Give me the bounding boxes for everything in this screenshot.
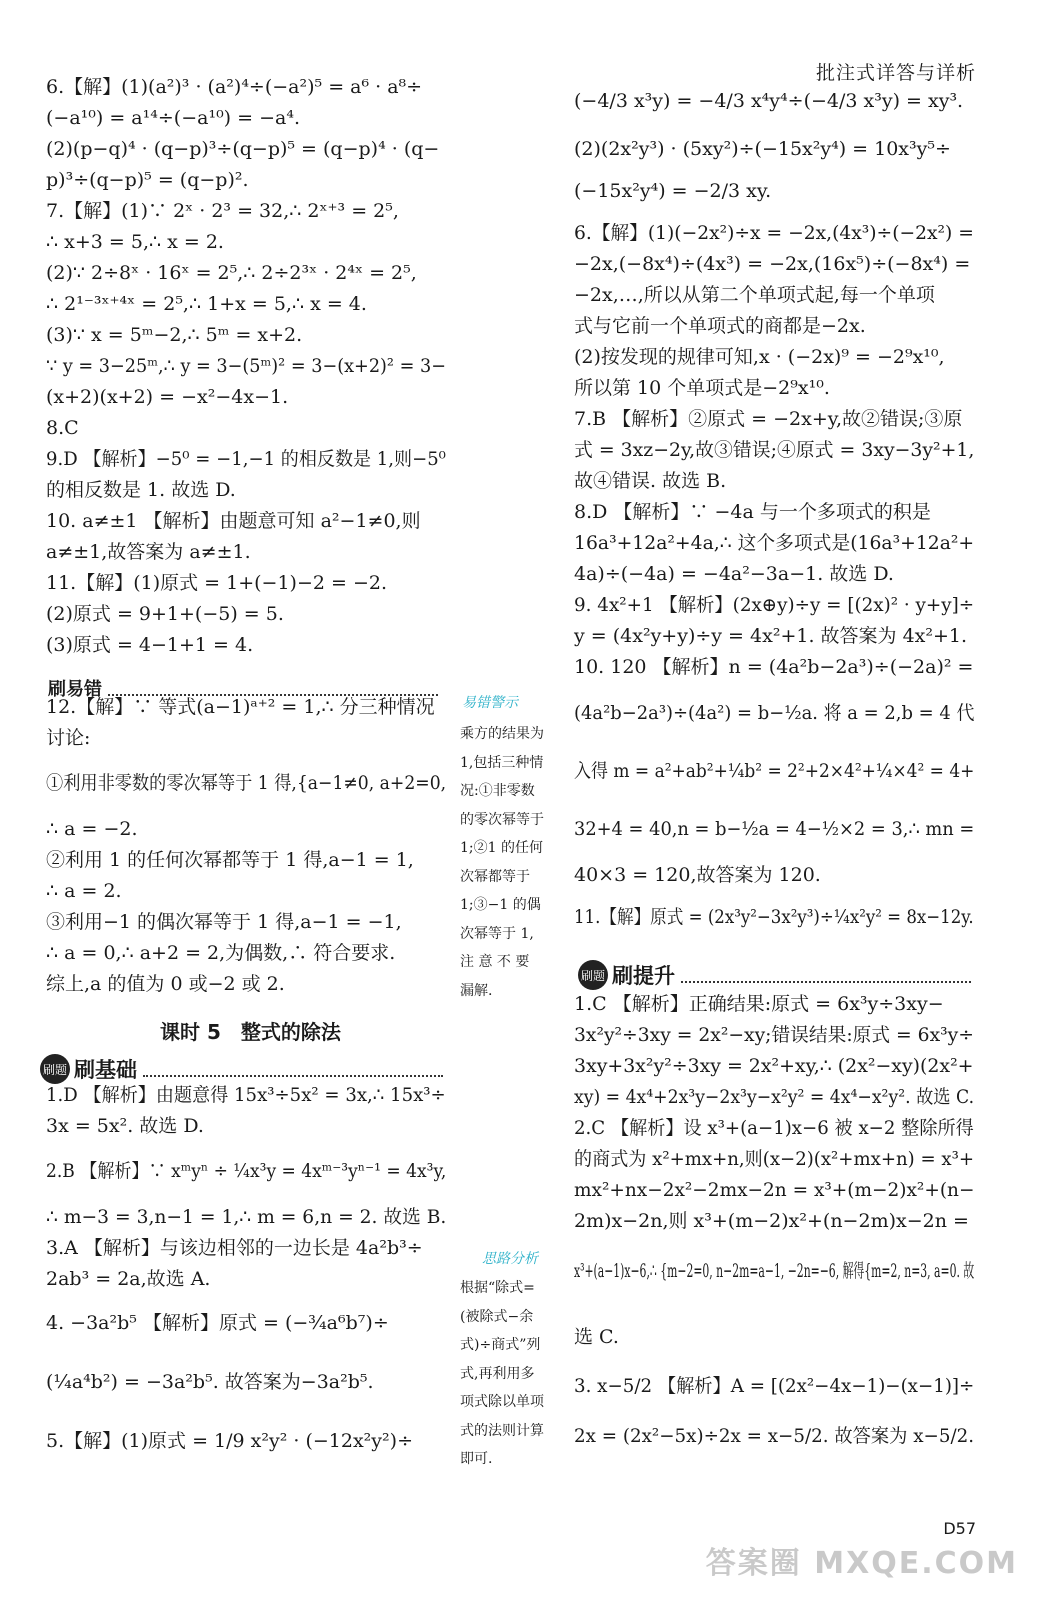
text-line: 1.D 【解析】由题意得 15x³÷5x² = 3x,∴ 15x³÷ [46, 1084, 446, 1106]
side-note-line: 漏解. [460, 982, 493, 999]
text-line: x³+(a−1)x−6,∴ {m−2=0, n−2m=a−1, −2n=−6, 解得{m=2, n=3, a=0. 故 [574, 1260, 975, 1282]
page-header-title: 批注式详答与详析 [815, 62, 976, 84]
text-line: ③利用−1 的偶次幂等于 1 得,a−1 = −1, [46, 911, 402, 933]
badge-icon: 刷题 [40, 1054, 70, 1084]
text-line: (x+2)(x+2) = −x²−4x−1. [46, 386, 289, 408]
dotted-divider [681, 967, 971, 983]
text-line: 4. −3a²b⁵ 【解析】原式 = (−¾a⁶b⁷)÷ [46, 1312, 389, 1334]
text-line: 2x = (2x²−5x)÷2x = x−5/2. 故答案为 x−5/2. [574, 1425, 975, 1447]
text-line: 2m)x−2n,则 x³+(m−2)x²+(n−2m)x−2n = [574, 1210, 969, 1232]
side-note-2-title: 思路分析 [482, 1251, 538, 1267]
section-basic-label: 刷基础 [74, 1058, 137, 1082]
text-line: 11.【解】(1)原式 = 1+(−1)−2 = −2. [46, 572, 388, 594]
text-line: ∴ x+3 = 5,∴ x = 2. [46, 231, 224, 253]
text-line: 入得 m = a²+ab²+¼b² = 2²+2×4²+¼×4² = 4+ [574, 760, 975, 782]
text-line: y = (4x²y+y)÷y = 4x²+1. 故答案为 4x²+1. [574, 625, 968, 647]
text-line: 3x²y²÷3xy = 2x²−xy;错误结果:原式 = 6x³y÷ [574, 1024, 974, 1046]
section-basic [40, 1054, 443, 1084]
text-line: 3xy+3x²y²÷3xy = 2x²+xy,∴ (2x²−xy)(2x²+ [574, 1055, 974, 1077]
section-advanced-label: 刷提升 [612, 964, 675, 988]
text-line: 综上,a 的值为 0 或−2 或 2. [46, 973, 285, 995]
watermark: 答案圈 MXQE.COM [705, 1546, 1018, 1581]
text-line: 6.【解】(1)(−2x²)÷x = −2x,(4x³)÷(−2x²) = [574, 222, 974, 244]
text-line: ①利用非零数的零次幂等于 1 得,{a−1≠0, a+2=0, [46, 772, 447, 794]
side-note-2 [460, 1274, 544, 1474]
text-line: (¼a⁴b²) = −3a²b⁵. 故答案为−3a²b⁵. [46, 1371, 374, 1393]
side-note-line: 即可. [460, 1451, 493, 1467]
text-line: (−15x²y⁴) = −2/3 xy. [574, 180, 772, 202]
text-line: 3. x−5/2 【解析】A = [(2x²−4x−1)−(x−1)]÷ [574, 1375, 975, 1397]
side-note-1-title: 易错警示 [462, 695, 518, 711]
text-line: 8.D 【解析】∵ −4a 与一个多项式的积是 [574, 501, 931, 523]
text-line: 式与它前一个单项式的商都是−2x. [574, 315, 866, 337]
text-line: 9.D 【解析】−5⁰ = −1,−1 的相反数是 1,则−5⁰ [46, 448, 446, 470]
text-line: −2x,…,所以从第二个单项式起,每一个单项 [574, 284, 935, 306]
section-mistakes [48, 675, 438, 701]
side-note-line: 的零次幂等于 [460, 811, 544, 828]
badge-icon: 刷题 [578, 960, 608, 990]
side-note-line: 1;②1 的任何 [460, 840, 543, 856]
text-line: 故④错误. 故选 B. [574, 470, 727, 492]
text-line: 8.C [46, 417, 79, 439]
dotted-divider [143, 1061, 443, 1077]
side-note-line: 1,包括三种情 [460, 754, 544, 771]
text-line: 的相反数是 1. 故选 D. [46, 479, 236, 501]
dotted-divider [108, 684, 438, 696]
text-line: 的商式为 x²+mx+n,则(x−2)(x²+mx+n) = x³+ [574, 1148, 974, 1170]
text-line: 7.B 【解析】②原式 = −2x+y,故②错误;③原 [574, 408, 963, 430]
text-line: 5.【解】(1)原式 = 1/9 x²y² · (−12x²y²)÷ [46, 1430, 413, 1452]
text-line: ∴ 2¹⁻³ˣ⁺⁴ˣ = 2⁵,∴ 1+x = 5,∴ x = 4. [46, 293, 367, 315]
text-line: 式 = 3xz−2y,故③错误;④原式 = 3xy−3y²+1, [574, 439, 975, 461]
side-note-line: 次幂等于 1, [460, 925, 534, 942]
side-note-line: 况:①非零数 [460, 783, 535, 799]
text-line: 讨论: [46, 727, 91, 749]
side-note-line: 式,再利用多 [460, 1365, 535, 1382]
text-line: mx²+nx−2x²−2mx−2n = x³+(m−2)x²+(n− [574, 1179, 975, 1201]
text-line: ②利用 1 的任何次幂都等于 1 得,a−1 = 1, [46, 849, 414, 871]
text-line: 2ab³ = 2a,故选 A. [46, 1268, 211, 1290]
text-line: (4a²b−2a³)÷(4a²) = b−½a. 将 a = 2,b = 4 代 [574, 702, 975, 724]
text-line: (2)(p−q)⁴ · (q−p)³÷(q−p)⁵ = (q−p)⁴ · (q− [46, 138, 440, 160]
text-line: (2)∵ 2÷8ˣ · 16ˣ = 2⁵,∴ 2÷2³ˣ · 2⁴ˣ = 2⁵, [46, 262, 417, 284]
text-line: −2x,(−8x⁴)÷(4x³) = −2x,(16x⁵)÷(−8x⁴) = [574, 253, 971, 275]
text-line: 10. 120 【解析】n = (4a²b−2a³)÷(−2a)² = [574, 656, 974, 678]
section-advanced [578, 960, 971, 990]
side-note-line: 乘方的结果为 [460, 726, 544, 742]
text-line: (2)按发现的规律可知,x · (−2x)⁹ = −2⁹x¹⁰, [574, 346, 945, 368]
side-note-line: 注 意 不 要 [460, 954, 530, 970]
section-mistakes-label: 刷易错 [48, 679, 102, 700]
text-line: ∴ a = 0,∴ a+2 = 2,为偶数,∴ 符合要求. [46, 942, 396, 964]
text-line: p)³÷(q−p)⁵ = (q−p)². [46, 169, 249, 191]
text-line: 6.【解】(1)(a²)³ · (a²)⁴÷(−a²)⁵ = a⁶ · a⁸÷ [46, 76, 423, 98]
text-line: 4a)÷(−4a) = −4a²−3a−1. 故选 D. [574, 563, 894, 585]
text-line: 选 C. [574, 1326, 619, 1348]
side-note-line: 1;③−1 的偶 [460, 897, 541, 913]
text-line: (−a¹⁰) = a¹⁴÷(−a¹⁰) = −a⁴. [46, 107, 300, 129]
text-line: 32+4 = 40,n = b−½a = 4−½×2 = 3,∴ mn = [574, 818, 975, 840]
side-note-line: (被除式−余 [460, 1308, 534, 1325]
side-note-line: 式的法则计算 [460, 1422, 544, 1439]
text-line: 12.【解】∵ 等式(a−1)ᵃ⁺² = 1,∴ 分三种情况 [46, 696, 435, 718]
text-line: ∴ a = 2. [46, 880, 122, 902]
text-line: 16a³+12a²+4a,∴ 这个多项式是(16a³+12a²+ [574, 532, 975, 554]
text-line: xy) = 4x⁴+2x³y−2x³y−x²y² = 4x⁴−x²y². 故选 C. [574, 1086, 975, 1108]
text-line: ∴ a = −2. [46, 818, 138, 840]
text-line: ∴ m−3 = 3,n−1 = 1,∴ m = 6,n = 2. 故选 B. [46, 1206, 447, 1228]
text-line: 2.C 【解析】设 x³+(a−1)x−6 被 x−2 整除所得 [574, 1117, 974, 1139]
text-line: (−4/3 x³y) = −4/3 x⁴y⁴÷(−4/3 x³y) = xy³. [574, 90, 964, 112]
text-line: 40×3 = 120,故答案为 120. [574, 864, 821, 886]
side-note-line: 式)÷商式”列 [460, 1337, 541, 1353]
text-line: 1.C 【解析】正确结果:原式 = 6x³y÷3xy− [574, 993, 944, 1015]
lesson-title: 课时 5 整式的除法 [160, 1020, 341, 1044]
side-note-line: 根据“除式= [460, 1280, 535, 1296]
page-number: D57 [943, 1519, 976, 1538]
text-line: (2)原式 = 9+1+(−5) = 5. [46, 603, 284, 625]
text-line: a≠±1,故答案为 a≠±1. [46, 541, 251, 563]
text-line: (3)∵ x = 5ᵐ−2,∴ 5ᵐ = x+2. [46, 324, 303, 346]
text-line: 2.B 【解析】∵ xᵐyⁿ ÷ ¼x³y = 4xᵐ⁻³yⁿ⁻¹ = 4x³y, [46, 1160, 447, 1182]
text-line: 10. a≠±1 【解析】由题意可知 a²−1≠0,则 [46, 510, 421, 532]
text-line: 所以第 10 个单项式是−2⁹x¹⁰. [574, 377, 830, 399]
text-line: 11.【解】原式 = (2x³y²−3x²y³)÷¼x²y² = 8x−12y. [574, 906, 974, 928]
text-line: 7.【解】(1)∵ 2ˣ · 2³ = 32,∴ 2ˣ⁺³ = 2⁵, [46, 200, 399, 222]
side-note-line: 次幂都等于 [460, 868, 530, 885]
text-line: 3.A 【解析】与该边相邻的一边长是 4a²b³÷ [46, 1237, 423, 1259]
text-line: 3x = 5x². 故选 D. [46, 1115, 204, 1137]
text-line: (2)(2x²y³) · (5xy²)÷(−15x²y⁴) = 10x³y⁵÷ [574, 138, 951, 160]
text-line: (3)原式 = 4−1+1 = 4. [46, 634, 254, 656]
text-line: 9. 4x²+1 【解析】(2x⊕y)÷y = [(2x)² · y+y]÷ [574, 594, 975, 616]
side-note-line: 项式除以单项 [460, 1394, 544, 1410]
text-line: ∵ y = 3−25ᵐ,∴ y = 3−(5ᵐ)² = 3−(x+2)² = 3− [46, 355, 446, 377]
side-note-1 [460, 720, 544, 1005]
